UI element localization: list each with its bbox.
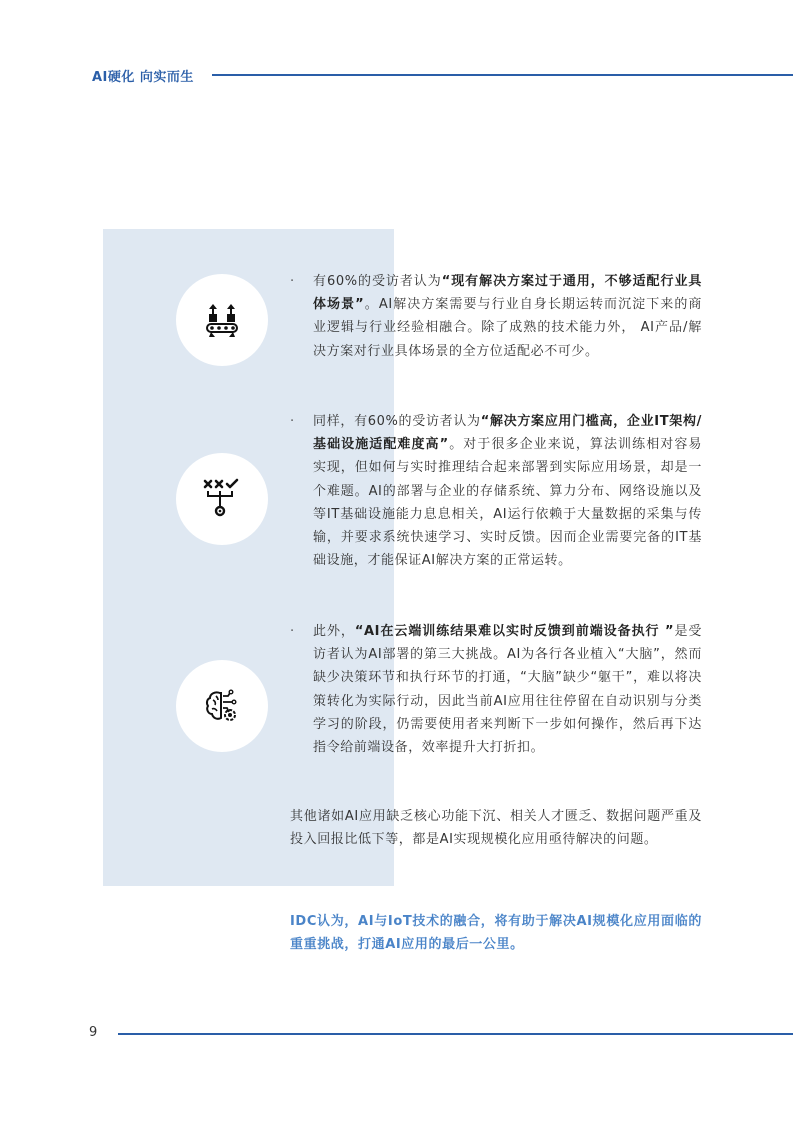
page-number: 9 xyxy=(89,1025,98,1040)
bullet-text xyxy=(313,410,702,572)
bullet-text-post: 。对于很多企业来说，算法训练相对容易实现，但如何与实时推理结合起来部署到实际应用场景，却是一个难题。AI的部署与企业的存储系统、算力分布、网络设施以及等IT基础设施能力息息相关，AI运行依赖于大量数据的采集与传输，并要求系统快速学习、实时反馈。因而企业需要完备的IT基础设施，才能保证AI解决方案的正常运转。 xyxy=(313,437,702,569)
bullet-text-bold: “解决方案应用门槛高，企业IT架构/基础设施适配难度高” xyxy=(313,414,702,453)
bullet-text-pre: 有60%的受访者认为 xyxy=(313,274,442,289)
bullet-text-bold: “AI在云端训练结果难以实时反馈到前端设备执行 ” xyxy=(354,624,675,639)
bullet-text-pre: 此外， xyxy=(313,624,355,639)
conveyor-robot-icon xyxy=(202,300,242,340)
footer-divider xyxy=(118,1033,793,1035)
bullet-text-post: 。AI解决方案需要与行业自身长期运转而沉淀下来的商业逻辑与行业经验相融合。除了成熟的技术能力外， AI产品/解决方案对行业具体场景的全方位适配必不可少。 xyxy=(313,297,702,359)
bullet-text xyxy=(313,620,702,759)
bullet-dot: · xyxy=(290,414,295,429)
brain-gear-icon xyxy=(202,686,242,726)
conclusion-text: IDC认为，AI与IoT技术的融合，将有助于解决AI规模化应用面临的重重挑战，打通AI应用的最后一公里。 xyxy=(290,914,702,952)
decision-tree-icon xyxy=(200,477,244,521)
summary-paragraph: 其他诸如AI应用缺乏核心功能下沉、相关人才匮乏、数据问题严重及投入回报比低下等，都是AI实现规模化应用亟待解决的问题。 xyxy=(290,809,702,848)
bullet-dot: · xyxy=(290,274,295,289)
icon-circle-1 xyxy=(176,274,268,366)
bullet-text-post: 是受访者认为AI部署的第三大挑战。AI为各行各业植入“大脑”，然而缺少决策环节和执行环节的打通，“大脑”缺少“躯干”，难以将决策转化为实际行动，因此当前AI应用往往停留在自动识别与分类学习的阶段，仍需要使用者来判断下一步如何操作，然后再下达指令给前端设备，效率提升大打折扣。 xyxy=(313,624,702,756)
icon-circle-3 xyxy=(176,660,268,752)
bullet-dot: · xyxy=(290,624,295,639)
header-divider xyxy=(212,74,793,76)
bullet-text-bold: “现有解决方案过于通用，不够适配行业具体场景” xyxy=(313,274,702,313)
icon-circle-2 xyxy=(176,453,268,545)
bullet-1 xyxy=(290,270,702,363)
bullet-text xyxy=(313,270,702,363)
bullet-text-pre: 同样，有60%的受访者认为 xyxy=(313,414,481,429)
bullet-3 xyxy=(290,620,702,759)
bullet-2 xyxy=(290,410,702,572)
header-title: AI硬化 向实而生 xyxy=(92,70,194,85)
